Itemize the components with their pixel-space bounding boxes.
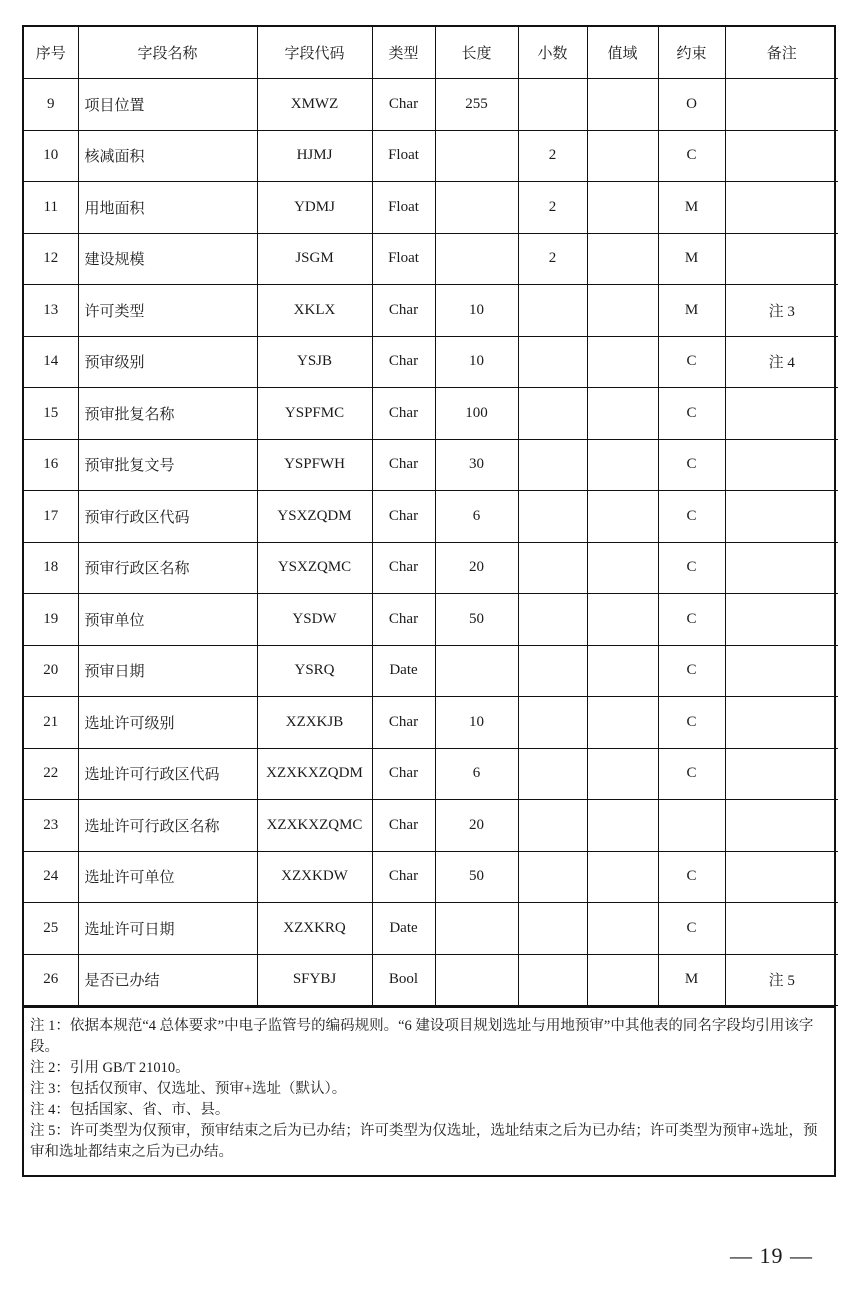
cell-decimals bbox=[518, 336, 587, 388]
cell-index: 21 bbox=[24, 697, 78, 749]
cell-constraint: C bbox=[658, 439, 725, 491]
cell-decimals bbox=[518, 748, 587, 800]
cell-index: 15 bbox=[24, 388, 78, 440]
cell-value-domain bbox=[587, 388, 658, 440]
cell-type: Char bbox=[372, 748, 435, 800]
cell-value-domain bbox=[587, 594, 658, 646]
header-field-name: 字段名称 bbox=[78, 27, 257, 79]
cell-type: Char bbox=[372, 851, 435, 903]
cell-index: 23 bbox=[24, 800, 78, 852]
table-row bbox=[24, 182, 838, 234]
note-5: 注 5：许可类型为仅预审，预审结束之后为已办结；许可类型为仅选址，选址结束之后为已办结；许可类型为预审+选址，预审和选址都结束之后为已办结。 bbox=[30, 1123, 818, 1160]
cell-decimals bbox=[518, 542, 587, 594]
cell-index: 16 bbox=[24, 439, 78, 491]
header-index: 序号 bbox=[24, 27, 78, 79]
cell-length: 30 bbox=[435, 439, 518, 491]
cell-constraint: C bbox=[658, 491, 725, 543]
cell-index: 12 bbox=[24, 233, 78, 285]
cell-remarks bbox=[725, 491, 838, 543]
cell-remarks: 注 3 bbox=[725, 285, 838, 337]
cell-length: 10 bbox=[435, 336, 518, 388]
table-row bbox=[24, 285, 838, 337]
cell-constraint: C bbox=[658, 645, 725, 697]
cell-remarks bbox=[725, 748, 838, 800]
table-row bbox=[24, 491, 838, 543]
cell-field-name: 选址许可行政区代码 bbox=[78, 748, 257, 800]
cell-value-domain bbox=[587, 285, 658, 337]
cell-remarks bbox=[725, 851, 838, 903]
cell-constraint: M bbox=[658, 182, 725, 234]
cell-field-code: XZXKXZQDM bbox=[257, 748, 372, 800]
cell-length: 20 bbox=[435, 800, 518, 852]
cell-field-name: 预审行政区名称 bbox=[78, 542, 257, 594]
cell-constraint: C bbox=[658, 594, 725, 646]
cell-length bbox=[435, 954, 518, 1006]
cell-remarks bbox=[725, 79, 838, 131]
cell-type: Char bbox=[372, 491, 435, 543]
cell-index: 9 bbox=[24, 79, 78, 131]
cell-index: 11 bbox=[24, 182, 78, 234]
cell-index: 17 bbox=[24, 491, 78, 543]
cell-decimals bbox=[518, 903, 587, 955]
table-row bbox=[24, 697, 838, 749]
cell-remarks bbox=[725, 233, 838, 285]
cell-type: Date bbox=[372, 645, 435, 697]
cell-type: Char bbox=[372, 79, 435, 131]
cell-constraint: C bbox=[658, 748, 725, 800]
note-2: 注 2：引用 GB/T 21010。 bbox=[30, 1060, 190, 1076]
cell-decimals: 2 bbox=[518, 233, 587, 285]
cell-value-domain bbox=[587, 130, 658, 182]
field-definition-table bbox=[24, 27, 838, 1006]
cell-length: 255 bbox=[435, 79, 518, 131]
cell-type: Char bbox=[372, 594, 435, 646]
header-value-domain: 值域 bbox=[587, 27, 658, 79]
cell-field-code: XZXKDW bbox=[257, 851, 372, 903]
cell-constraint: C bbox=[658, 130, 725, 182]
cell-index: 25 bbox=[24, 903, 78, 955]
cell-field-code: YSPFMC bbox=[257, 388, 372, 440]
cell-type: Float bbox=[372, 233, 435, 285]
cell-decimals bbox=[518, 79, 587, 131]
cell-field-name: 选址许可单位 bbox=[78, 851, 257, 903]
cell-type: Char bbox=[372, 697, 435, 749]
cell-remarks bbox=[725, 182, 838, 234]
cell-index: 13 bbox=[24, 285, 78, 337]
table-notes bbox=[24, 1006, 834, 1175]
cell-constraint: C bbox=[658, 388, 725, 440]
cell-length: 10 bbox=[435, 285, 518, 337]
table-row bbox=[24, 542, 838, 594]
cell-type: Char bbox=[372, 800, 435, 852]
cell-field-code: HJMJ bbox=[257, 130, 372, 182]
cell-field-code: YSPFWH bbox=[257, 439, 372, 491]
cell-field-name: 核减面积 bbox=[78, 130, 257, 182]
cell-value-domain bbox=[587, 851, 658, 903]
cell-constraint: M bbox=[658, 285, 725, 337]
cell-remarks bbox=[725, 903, 838, 955]
cell-constraint bbox=[658, 800, 725, 852]
table-row bbox=[24, 336, 838, 388]
cell-value-domain bbox=[587, 697, 658, 749]
table-row bbox=[24, 388, 838, 440]
cell-decimals bbox=[518, 697, 587, 749]
cell-field-name: 预审日期 bbox=[78, 645, 257, 697]
cell-field-code: YSDW bbox=[257, 594, 372, 646]
cell-field-code: YDMJ bbox=[257, 182, 372, 234]
cell-constraint: O bbox=[658, 79, 725, 131]
cell-remarks bbox=[725, 800, 838, 852]
cell-length: 10 bbox=[435, 697, 518, 749]
table-row bbox=[24, 645, 838, 697]
table-header-row bbox=[24, 27, 838, 79]
field-definition-table-frame bbox=[22, 25, 836, 1177]
cell-value-domain bbox=[587, 439, 658, 491]
cell-constraint: C bbox=[658, 851, 725, 903]
cell-remarks: 注 4 bbox=[725, 336, 838, 388]
cell-field-code: YSXZQMC bbox=[257, 542, 372, 594]
cell-constraint: M bbox=[658, 954, 725, 1006]
cell-type: Bool bbox=[372, 954, 435, 1006]
cell-index: 10 bbox=[24, 130, 78, 182]
note-3: 注 3：包括仅预审、仅选址、预审+选址（默认）。 bbox=[30, 1081, 347, 1097]
cell-field-name: 选址许可行政区名称 bbox=[78, 800, 257, 852]
cell-type: Char bbox=[372, 388, 435, 440]
cell-field-code: SFYBJ bbox=[257, 954, 372, 1006]
cell-decimals: 2 bbox=[518, 182, 587, 234]
cell-value-domain bbox=[587, 491, 658, 543]
cell-length bbox=[435, 903, 518, 955]
cell-field-name: 预审级别 bbox=[78, 336, 257, 388]
cell-length: 20 bbox=[435, 542, 518, 594]
cell-remarks bbox=[725, 130, 838, 182]
cell-length: 6 bbox=[435, 491, 518, 543]
cell-value-domain bbox=[587, 336, 658, 388]
cell-field-code: XKLX bbox=[257, 285, 372, 337]
header-constraint: 约束 bbox=[658, 27, 725, 79]
cell-type: Char bbox=[372, 542, 435, 594]
cell-type: Char bbox=[372, 336, 435, 388]
cell-length: 50 bbox=[435, 851, 518, 903]
cell-decimals bbox=[518, 645, 587, 697]
cell-decimals bbox=[518, 388, 587, 440]
cell-field-name: 预审单位 bbox=[78, 594, 257, 646]
cell-value-domain bbox=[587, 233, 658, 285]
cell-decimals bbox=[518, 800, 587, 852]
cell-length bbox=[435, 233, 518, 285]
cell-constraint: M bbox=[658, 233, 725, 285]
cell-decimals bbox=[518, 594, 587, 646]
cell-type: Float bbox=[372, 130, 435, 182]
cell-field-code: XZXKRQ bbox=[257, 903, 372, 955]
table-row bbox=[24, 800, 838, 852]
cell-length: 6 bbox=[435, 748, 518, 800]
cell-field-code: YSRQ bbox=[257, 645, 372, 697]
header-field-code: 字段代码 bbox=[257, 27, 372, 79]
table-row bbox=[24, 748, 838, 800]
cell-constraint: C bbox=[658, 697, 725, 749]
cell-value-domain bbox=[587, 954, 658, 1006]
table-row bbox=[24, 594, 838, 646]
cell-index: 22 bbox=[24, 748, 78, 800]
table-row bbox=[24, 233, 838, 285]
cell-field-name: 选址许可日期 bbox=[78, 903, 257, 955]
cell-length bbox=[435, 182, 518, 234]
cell-field-name: 建设规模 bbox=[78, 233, 257, 285]
cell-length bbox=[435, 645, 518, 697]
cell-value-domain bbox=[587, 645, 658, 697]
cell-field-name: 许可类型 bbox=[78, 285, 257, 337]
cell-field-code: JSGM bbox=[257, 233, 372, 285]
cell-decimals bbox=[518, 954, 587, 1006]
header-decimals: 小数 bbox=[518, 27, 587, 79]
cell-constraint: C bbox=[658, 542, 725, 594]
cell-constraint: C bbox=[658, 903, 725, 955]
cell-index: 24 bbox=[24, 851, 78, 903]
cell-index: 19 bbox=[24, 594, 78, 646]
header-remarks: 备注 bbox=[725, 27, 838, 79]
header-length: 长度 bbox=[435, 27, 518, 79]
cell-field-name: 预审批复名称 bbox=[78, 388, 257, 440]
cell-field-name: 预审批复文号 bbox=[78, 439, 257, 491]
cell-field-name: 是否已办结 bbox=[78, 954, 257, 1006]
cell-remarks bbox=[725, 542, 838, 594]
note-4: 注 4：包括国家、省、市、县。 bbox=[30, 1102, 230, 1118]
cell-field-code: XZXKJB bbox=[257, 697, 372, 749]
cell-decimals bbox=[518, 851, 587, 903]
cell-index: 18 bbox=[24, 542, 78, 594]
table-row bbox=[24, 851, 838, 903]
cell-value-domain bbox=[587, 748, 658, 800]
table-row bbox=[24, 954, 838, 1006]
note-1: 注 1：依据本规范“4 总体要求”中电子监管号的编码规则。“6 建设项目规划选址与用地预审”中其他表的同名字段均引用该字段。 bbox=[30, 1018, 814, 1055]
cell-index: 26 bbox=[24, 954, 78, 1006]
cell-value-domain bbox=[587, 182, 658, 234]
cell-field-name: 项目位置 bbox=[78, 79, 257, 131]
cell-remarks bbox=[725, 645, 838, 697]
cell-decimals bbox=[518, 439, 587, 491]
cell-field-name: 选址许可级别 bbox=[78, 697, 257, 749]
cell-field-name: 预审行政区代码 bbox=[78, 491, 257, 543]
cell-remarks bbox=[725, 697, 838, 749]
cell-index: 20 bbox=[24, 645, 78, 697]
cell-remarks bbox=[725, 439, 838, 491]
cell-index: 14 bbox=[24, 336, 78, 388]
cell-value-domain bbox=[587, 903, 658, 955]
cell-field-name: 用地面积 bbox=[78, 182, 257, 234]
cell-length bbox=[435, 130, 518, 182]
cell-remarks: 注 5 bbox=[725, 954, 838, 1006]
cell-decimals bbox=[518, 285, 587, 337]
cell-type: Float bbox=[372, 182, 435, 234]
cell-field-code: XZXKXZQMC bbox=[257, 800, 372, 852]
table-row bbox=[24, 903, 838, 955]
cell-type: Char bbox=[372, 439, 435, 491]
cell-remarks bbox=[725, 594, 838, 646]
cell-remarks bbox=[725, 388, 838, 440]
cell-value-domain bbox=[587, 542, 658, 594]
cell-field-code: XMWZ bbox=[257, 79, 372, 131]
table-row bbox=[24, 130, 838, 182]
table-row bbox=[24, 439, 838, 491]
header-type: 类型 bbox=[372, 27, 435, 79]
cell-value-domain bbox=[587, 79, 658, 131]
cell-length: 100 bbox=[435, 388, 518, 440]
cell-value-domain bbox=[587, 800, 658, 852]
cell-decimals: 2 bbox=[518, 130, 587, 182]
cell-length: 50 bbox=[435, 594, 518, 646]
page-number: — 19 — bbox=[730, 1243, 813, 1268]
cell-type: Date bbox=[372, 903, 435, 955]
cell-type: Char bbox=[372, 285, 435, 337]
table-row bbox=[24, 79, 838, 131]
cell-field-code: YSXZQDM bbox=[257, 491, 372, 543]
cell-constraint: C bbox=[658, 336, 725, 388]
cell-decimals bbox=[518, 491, 587, 543]
cell-field-code: YSJB bbox=[257, 336, 372, 388]
